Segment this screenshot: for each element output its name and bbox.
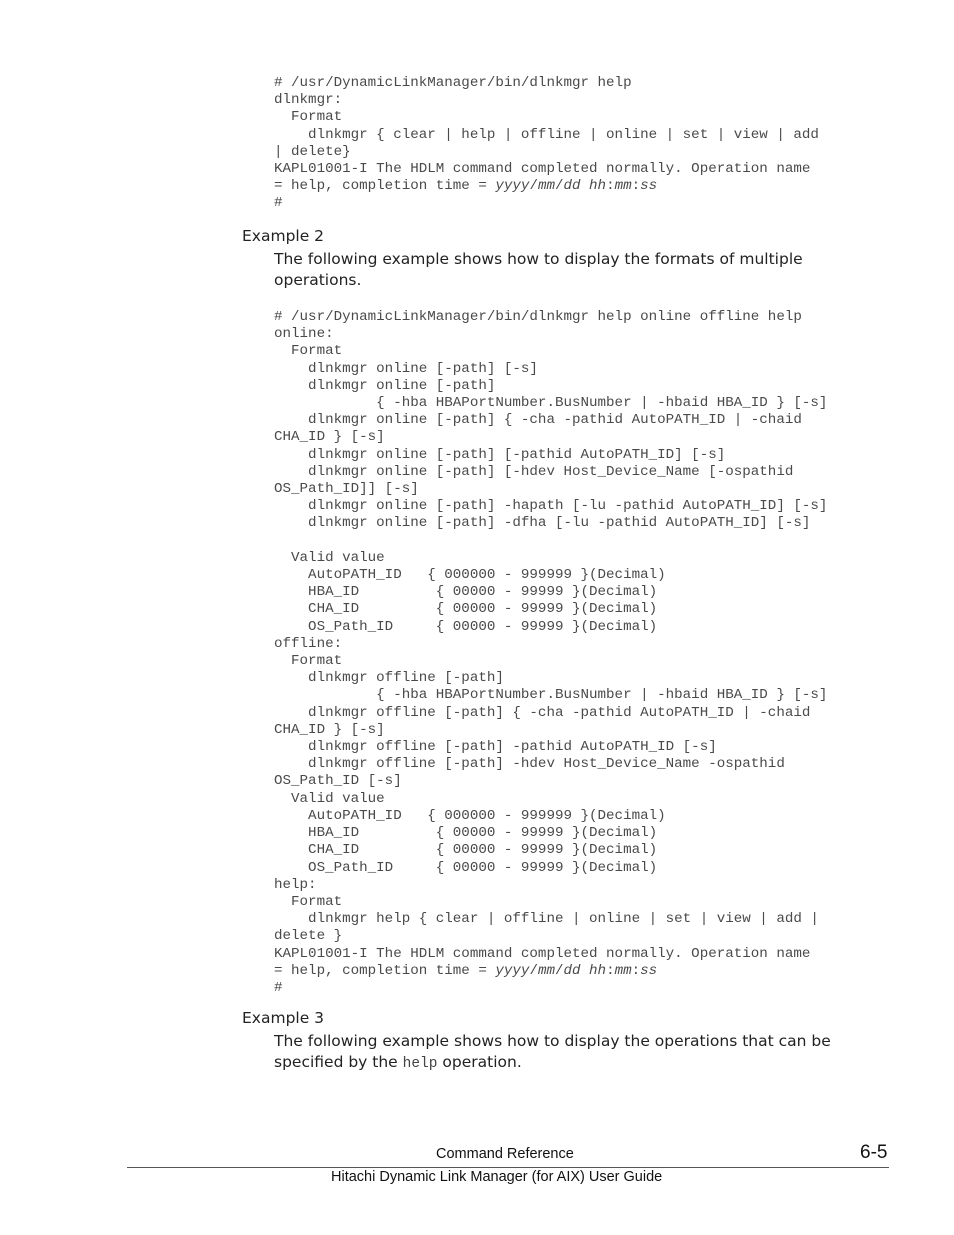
example3-description: The following example shows how to display the operations that can be specified by the help operation. xyxy=(274,1032,831,1072)
page-number: 6-5 xyxy=(860,1142,888,1163)
footer-section-title: Command Reference xyxy=(436,1146,574,1162)
example1-prompt: # xyxy=(274,195,283,212)
example3-heading: Example 3 xyxy=(242,1009,325,1027)
example2-code-text: # /usr/DynamicLinkManager/bin/dlnkmgr help online offline help online: Format dlnkmgr online [-path] [-s] dlnkmgr online [-path] { -hba HBAPortNumber.BusNumber | -hbaid HBA_ID } [-s] dlnkmgr online [-path] { -cha -pathid AutoPATH_ID | -chaid CHA_ID } [-s] dlnkmgr online [-path] [-pathid AutoPATH_ID] [-s] dlnkmgr online [-path] [-hdev Host_Device_Name [-ospathid OS_Path_ID]] [-s] dlnkmgr online [-path] -hapath [-lu -pathid AutoPATH_ID] [-s] dlnkmgr online [-path] -dfha [-lu -pathid AutoPATH_ID] [-s] Valid value AutoPATH_ID { 000000 - 999999 }(Decimal) HBA_ID { 00000 - 99999 }(Decimal) CHA_ID { 00000 - 99999 }(Decimal) OS_Path_ID { 00000 - 99999 }(Decimal) offline: Format dlnkmgr offline [-path] { -hba HBAPortNumber.BusNumber | -hbaid HBA_ID } [-s] dlnkmgr offline [-path] { -cha -pathid AutoPATH_ID | -chaid CHA_ID } [-s] dlnkmgr offline [-path] -pathid AutoPATH_ID [-s] dlnkmgr offline [-path] -hdev Host_Device_Name -ospathid OS_Path_ID [-s] Valid value AutoPATH_ID { 000000 - 999999 }(Decimal) HBA_ID { 00000 - 99999 }(Decimal) CHA_ID { 00000 - 99999 }(Decimal) OS_Path_ID { 00000 - 99999 }(Decimal) help: Format dlnkmgr help { clear | offline | online | set | view | add | delete } KAPL01001-I The HDLM command completed normally. Operation name xyxy=(274,309,828,962)
example1-code-block xyxy=(274,75,819,213)
example2-description: The following example shows how to display the formats of multiple operations. xyxy=(274,250,803,289)
footer-divider xyxy=(127,1167,889,1168)
example2-code-block xyxy=(274,309,827,997)
help-inline-code: help xyxy=(402,1055,438,1072)
example2-completion-line: = help, completion time = yyyy/mm/dd hh:mm:ss xyxy=(274,962,658,979)
footer-document-title: Hitachi Dynamic Link Manager (for AIX) User Guide xyxy=(331,1169,663,1185)
example2-heading: Example 2 xyxy=(242,227,325,245)
example2-prompt: # xyxy=(274,979,283,996)
example1-code-text: # /usr/DynamicLinkManager/bin/dlnkmgr help dlnkmgr: Format dlnkmgr { clear | help | offline | online | set | view | add | delete} KAPL01001-I The HDLM command completed normally. Operation name xyxy=(274,75,819,178)
example1-completion-line: = help, completion time = yyyy/mm/dd hh:mm:ss xyxy=(274,178,658,195)
